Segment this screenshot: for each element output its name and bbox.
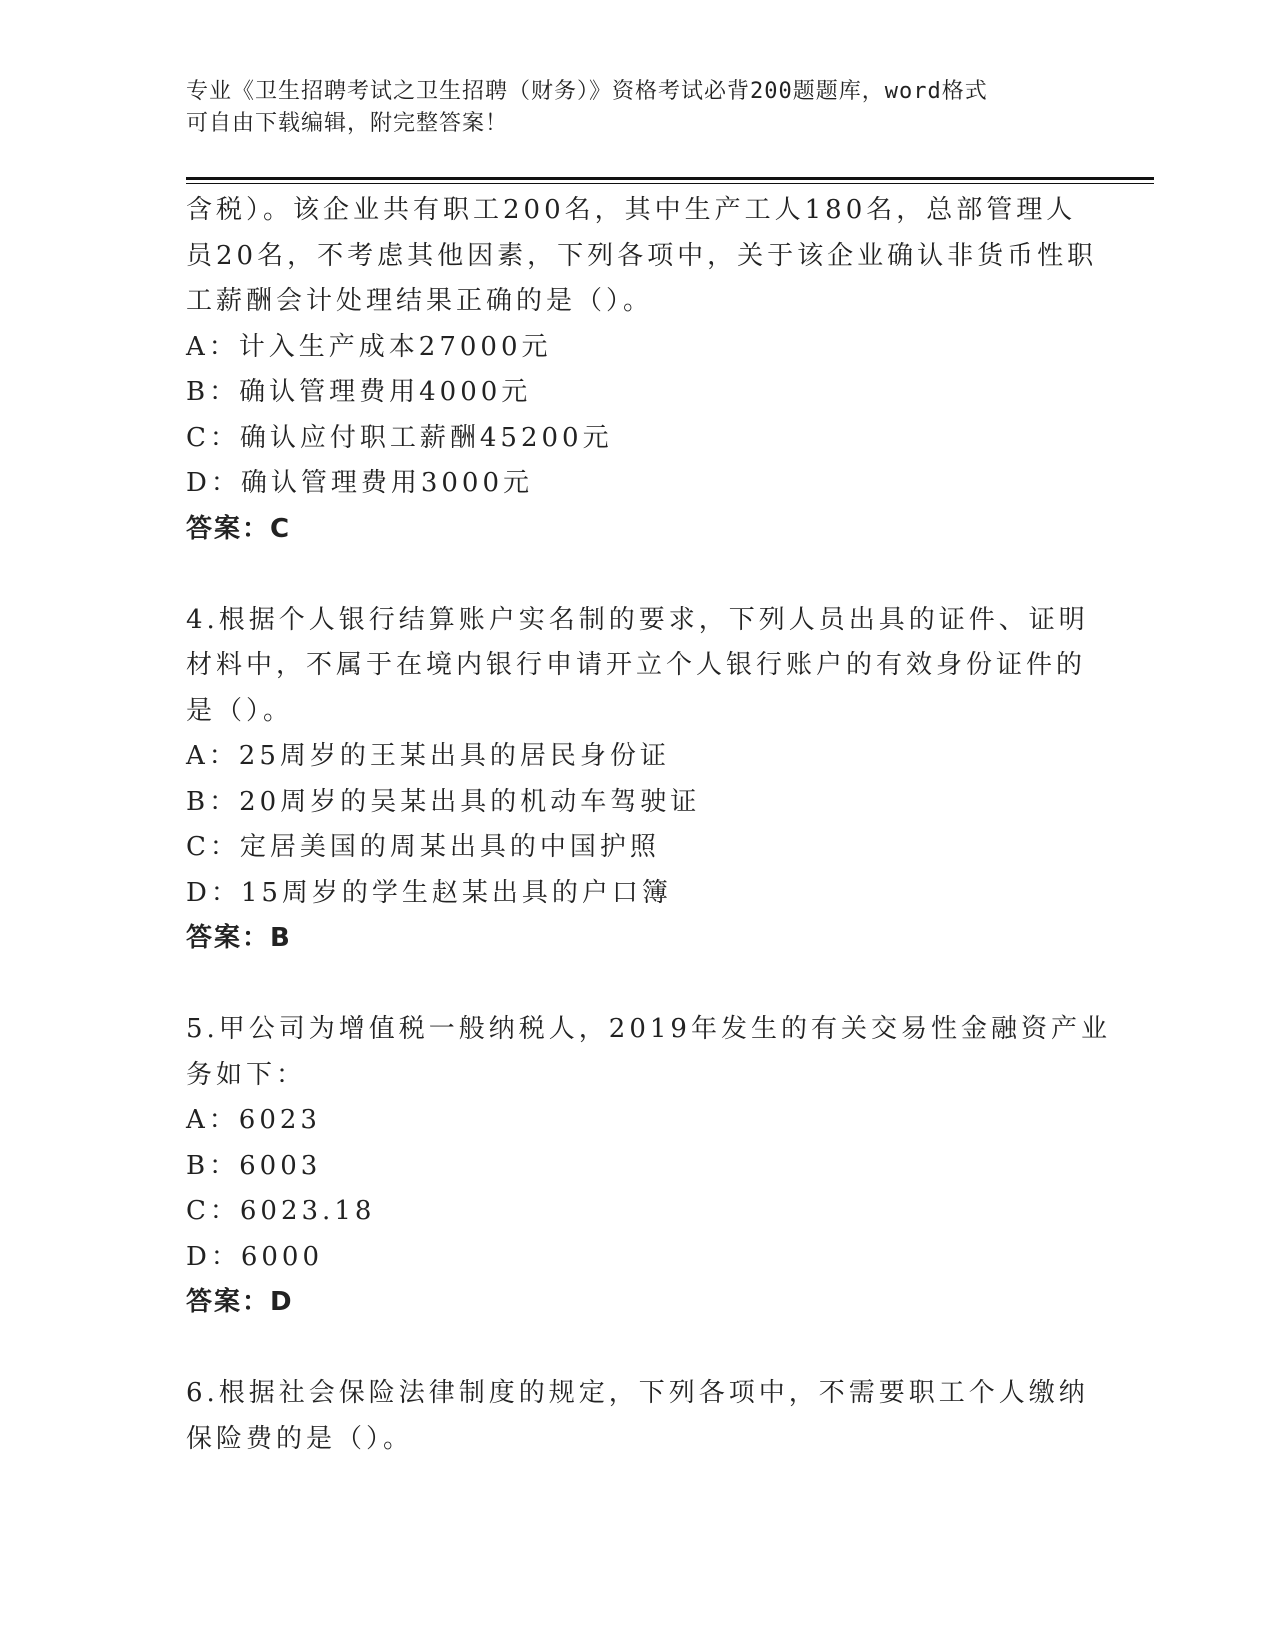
question-6-text-line-1: 6.根据社会保险法律制度的规定，下列各项中，不需要职工个人缴纳	[186, 1378, 1089, 1408]
question-4-option-c: C：定居美国的周某出具的中国护照	[186, 832, 660, 862]
question-5-option-a: A：6023	[186, 1105, 321, 1135]
header-divider-thick	[186, 177, 1154, 180]
spacer	[186, 962, 1086, 1008]
question-3	[186, 188, 1098, 552]
question-3-answer: 答案：C	[186, 513, 292, 544]
question-3-option-d: D：确认管理费用3000元	[186, 468, 534, 498]
question-5-answer: 答案：D	[186, 1287, 294, 1317]
question-5-text-line-1: 5.甲公司为增值税一般纳税人，2019年发生的有关交易性金融资产业	[186, 1014, 1111, 1044]
question-5-option-d: D：6000	[186, 1241, 324, 1272]
question-6	[186, 1371, 1089, 1462]
question-5-option-b: B：6003	[186, 1150, 322, 1181]
question-4	[186, 598, 1089, 962]
question-3-text-line-3: 工薪酬会计处理结果正确的是（）。	[186, 286, 654, 316]
question-3-text-line-1: 含税）。该企业共有职工200名，其中生产工人180名，总部管理人	[186, 195, 1077, 225]
question-5	[186, 1007, 1111, 1326]
question-3-option-a: A：计入生产成本27000元	[186, 331, 552, 362]
question-3-option-b: B：确认管理费用4000元	[186, 377, 532, 407]
spacer	[186, 1326, 1086, 1372]
question-4-option-d: D：15周岁的学生赵某出具的户口簿	[186, 877, 672, 908]
question-3-text-line-2: 员20名，不考虑其他因素，下列各项中，关于该企业确认非货币性职	[186, 240, 1098, 271]
header-divider-thin	[186, 183, 1154, 184]
question-4-text-line-3: 是（）。	[186, 695, 294, 726]
document-body	[186, 188, 1111, 1462]
question-4-text-line-1: 4.根据个人银行结算账户实名制的要求，下列人员出具的证件、证明	[186, 604, 1089, 635]
header-title-line-1: 专业《卫生招聘考试之卫生招聘（财务）》资格考试必背200题题库，word格式	[186, 79, 988, 104]
document-header	[186, 76, 1086, 140]
question-3-option-c: C：确认应付职工薪酬45200元	[186, 422, 613, 453]
question-6-text-line-2: 保险费的是（）。	[186, 1423, 414, 1454]
question-4-option-a: A：25周岁的王某出具的居民身份证	[186, 741, 670, 771]
spacer	[186, 552, 1086, 598]
question-4-answer: 答案：B	[186, 923, 292, 953]
header-title-line-2: 可自由下载编辑，附完整答案！	[186, 111, 509, 136]
question-4-text-line-2: 材料中，不属于在境内银行申请开立个人银行账户的有效身份证件的	[186, 650, 1087, 680]
question-4-option-b: B：20周岁的吴某出具的机动车驾驶证	[186, 786, 701, 817]
question-5-option-c: C：6023.18	[186, 1196, 376, 1226]
question-5-text-line-2: 务如下：	[186, 1059, 307, 1090]
